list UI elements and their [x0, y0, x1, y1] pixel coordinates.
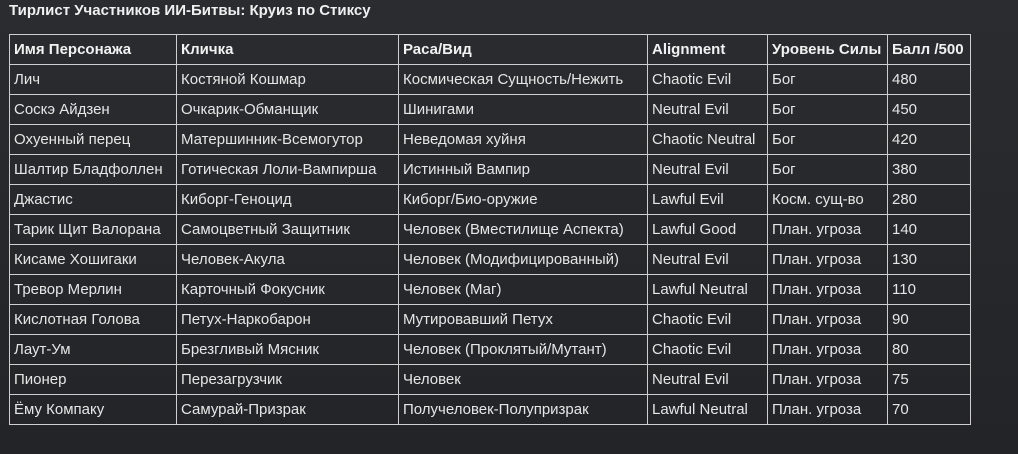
- cell-power-level: Бог: [768, 155, 888, 185]
- cell-power-level: Бог: [768, 95, 888, 125]
- table-row: [10, 65, 971, 95]
- cell-alignment: Neutral Evil: [648, 245, 768, 275]
- cell-power-level: План. угроза: [768, 305, 888, 335]
- cell-race: Человек (Модифицированный): [399, 245, 648, 275]
- cell-nickname: Петух-Наркобарон: [177, 305, 399, 335]
- table-row: [10, 275, 971, 305]
- cell-character-name: Лич: [10, 65, 177, 95]
- cell-score: 80: [888, 335, 971, 365]
- cell-alignment: Neutral Evil: [648, 95, 768, 125]
- cell-score: 450: [888, 95, 971, 125]
- table-row: [10, 395, 971, 425]
- cell-power-level: Бог: [768, 125, 888, 155]
- cell-power-level: План. угроза: [768, 335, 888, 365]
- cell-score: 380: [888, 155, 971, 185]
- cell-nickname: Самоцветный Защитник: [177, 215, 399, 245]
- cell-nickname: Готическая Лоли-Вампирша: [177, 155, 399, 185]
- cell-character-name: Тревор Мерлин: [10, 275, 177, 305]
- cell-power-level: Бог: [768, 65, 888, 95]
- cell-score: 130: [888, 245, 971, 275]
- cell-power-level: Косм. сущ-во: [768, 185, 888, 215]
- cell-race: Человек (Проклятый/Мутант): [399, 335, 648, 365]
- table-row: [10, 335, 971, 365]
- cell-nickname: Человек-Акула: [177, 245, 399, 275]
- cell-power-level: План. угроза: [768, 245, 888, 275]
- cell-alignment: Lawful Neutral: [648, 275, 768, 305]
- tier-list-table: [9, 34, 971, 425]
- cell-score: 480: [888, 65, 971, 95]
- header-alignment: Alignment: [648, 35, 768, 65]
- cell-character-name: Соскэ Айдзен: [10, 95, 177, 125]
- table-row: [10, 95, 971, 125]
- cell-score: 110: [888, 275, 971, 305]
- cell-character-name: Охуенный перец: [10, 125, 177, 155]
- table-row: [10, 305, 971, 335]
- cell-alignment: Neutral Evil: [648, 365, 768, 395]
- cell-alignment: Chaotic Neutral: [648, 125, 768, 155]
- cell-nickname: Очкарик-Обманщик: [177, 95, 399, 125]
- cell-score: 140: [888, 215, 971, 245]
- cell-nickname: Киборг-Геноцид: [177, 185, 399, 215]
- cell-power-level: План. угроза: [768, 215, 888, 245]
- cell-alignment: Lawful Evil: [648, 185, 768, 215]
- cell-alignment: Lawful Neutral: [648, 395, 768, 425]
- cell-character-name: Кисаме Хошигаки: [10, 245, 177, 275]
- cell-character-name: Пионер: [10, 365, 177, 395]
- table-body: [10, 65, 971, 425]
- table-row: [10, 155, 971, 185]
- table-row: [10, 185, 971, 215]
- cell-score: 75: [888, 365, 971, 395]
- cell-character-name: Кислотная Голова: [10, 305, 177, 335]
- header-power-level: Уровень Силы: [768, 35, 888, 65]
- cell-race: Космическая Сущность/Нежить: [399, 65, 648, 95]
- cell-race: Получеловек-Полупризрак: [399, 395, 648, 425]
- table-row: [10, 125, 971, 155]
- page-title: Тирлист Участников ИИ-Битвы: Круиз по Стиксу: [9, 2, 371, 19]
- cell-power-level: План. угроза: [768, 395, 888, 425]
- cell-nickname: Карточный Фокусник: [177, 275, 399, 305]
- table-header-row: [10, 35, 971, 65]
- cell-nickname: Матершинник-Всемогутор: [177, 125, 399, 155]
- cell-score: 280: [888, 185, 971, 215]
- cell-score: 70: [888, 395, 971, 425]
- table-row: [10, 245, 971, 275]
- cell-alignment: Neutral Evil: [648, 155, 768, 185]
- header-nickname: Кличка: [177, 35, 399, 65]
- header-character-name: Имя Персонажа: [10, 35, 177, 65]
- cell-race: Человек (Маг): [399, 275, 648, 305]
- cell-race: Человек (Вместилище Аспекта): [399, 215, 648, 245]
- cell-nickname: Самурай-Призрак: [177, 395, 399, 425]
- cell-alignment: Chaotic Evil: [648, 65, 768, 95]
- cell-nickname: Перезагрузчик: [177, 365, 399, 395]
- cell-race: Мутировавший Петух: [399, 305, 648, 335]
- cell-nickname: Костяной Кошмар: [177, 65, 399, 95]
- cell-score: 420: [888, 125, 971, 155]
- cell-nickname: Брезгливый Мясник: [177, 335, 399, 365]
- cell-race: Шинигами: [399, 95, 648, 125]
- cell-character-name: Джастис: [10, 185, 177, 215]
- cell-race: Киборг/Био-оружие: [399, 185, 648, 215]
- cell-character-name: Лаут-Ум: [10, 335, 177, 365]
- cell-character-name: Шалтир Бладфоллен: [10, 155, 177, 185]
- cell-alignment: Chaotic Evil: [648, 335, 768, 365]
- cell-alignment: Lawful Good: [648, 215, 768, 245]
- cell-character-name: Тарик Щит Валорана: [10, 215, 177, 245]
- cell-race: Человек: [399, 365, 648, 395]
- cell-race: Неведомая хуйня: [399, 125, 648, 155]
- header-score: Балл /500: [888, 35, 971, 65]
- cell-character-name: Ёму Компаку: [10, 395, 177, 425]
- cell-race: Истинный Вампир: [399, 155, 648, 185]
- cell-power-level: План. угроза: [768, 275, 888, 305]
- table-row: [10, 365, 971, 395]
- header-race: Раса/Вид: [399, 35, 648, 65]
- cell-alignment: Chaotic Evil: [648, 305, 768, 335]
- cell-score: 90: [888, 305, 971, 335]
- table-row: [10, 215, 971, 245]
- cell-power-level: План. угроза: [768, 365, 888, 395]
